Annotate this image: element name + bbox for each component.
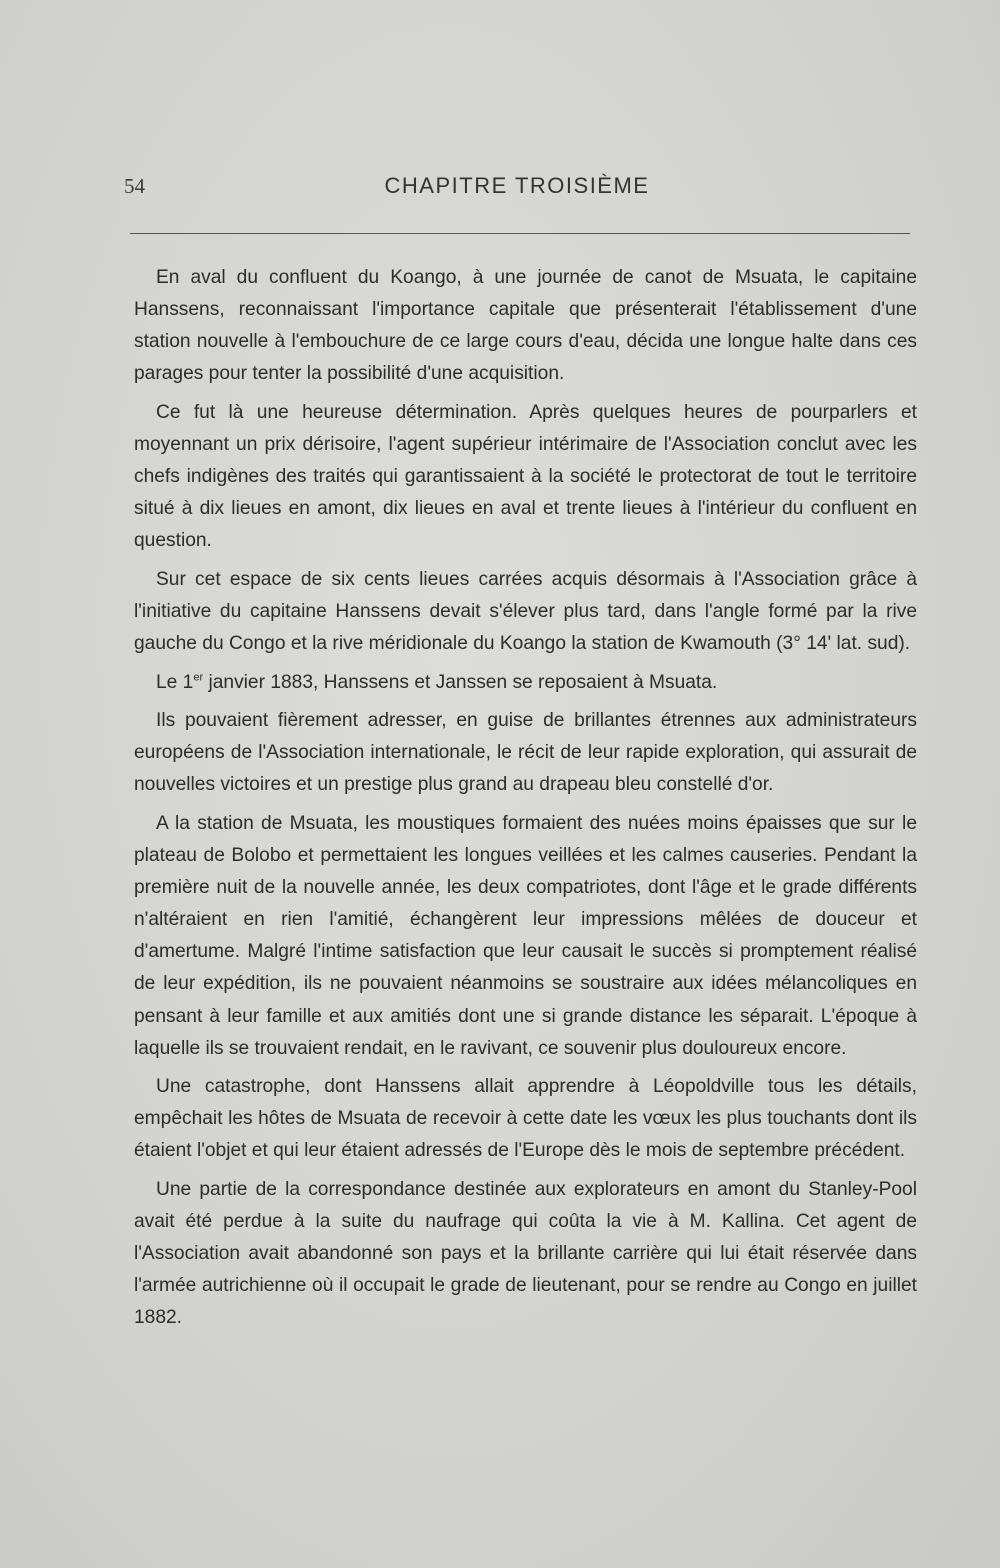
- paragraph-4-start: Le 1: [156, 671, 194, 693]
- paragraph-2: Ce fut là une heureuse détermination. Après quelques heures de pourparlers et moyennant un prix dérisoire, l'agent supérieur intérimaire de l'Association conclut avec les chefs indigènes des traités qui garantissaient à la société le protectorat de tout le territoire situé à dix lieues en amont, dix lieues en aval et trente lieues à l'intérieur du confluent en question.: [134, 401, 917, 552]
- paragraph-3: Sur cet espace de six cents lieues carrées acquis désormais à l'Association grâce à l'initiative du capitaine Hanssens devait s'élever plus tard, dans l'angle formé par la rive gauche du Congo et la rive méridionale du Koango la station de Kwamouth (3° 14' lat. sud).: [134, 568, 917, 655]
- chapter-title: CHAPITRE TROISIÈME: [384, 173, 650, 198]
- ordinal-superscript: er: [193, 671, 204, 684]
- paragraph-4-rest: janvier 1883, Hanssens et Janssen se reposaient à Msuata.: [203, 671, 718, 693]
- paragraph-6: A la station de Msuata, les moustiques formaient des nuées moins épaisses que sur le plateau de Bolobo et permettaient les longues veillées et les calmes causeries. Pendant la première nuit de la nouvelle année, les deux compatriotes, dont l'âge et le grade différents n'altéraient en rien l'amitié, échangèrent leur impressions mêlées de douceur et d'amertume. Malgré l'intime satisfaction que leur causait le succès si promptement réalisé de leur expédition, ils ne pouvaient néanmoins se soustraire aux idées mélancoliques en pensant à leur famille et aux amitiés dont une si grande distance les séparait. L'époque à laquelle ils se trouvaient rendait, en le ravivant, ce souvenir plus douloureux encore.: [134, 813, 917, 1059]
- paragraph-7: Une catastrophe, dont Hanssens allait apprendre à Léopoldville tous les détails, empêchait les hôtes de Msuata de recevoir à cette date les vœux les plus touchants dont ils étaient l'objet et qui leur étaient adressés de l'Europe dès le mois de septembre précédent.: [134, 1076, 917, 1162]
- header-rule: [130, 233, 910, 234]
- running-head: [124, 168, 910, 204]
- paragraph-4: [134, 667, 917, 699]
- paragraph-8: Une partie de la correspondance destinée aux explorateurs en amont du Stanley-Pool avait été perdue à la suite du naufrage qui coûta la vie à M. Kallina. Cet agent de l'Association avait abandonné son pays et la brillante carrière qui lui était réservée dans l'armée autrichienne où il occupait le grade de lieutenant, pour se rendre au Congo en juillet 1882.: [134, 1179, 917, 1329]
- paragraph-5: Ils pouvaient fièrement adresser, en guise de brillantes étrennes aux administrateurs européens de l'Association internationale, le récit de leur rapide exploration, qui assurait de nouvelles victoires et un prestige plus grand au drapeau bleu constellé d'or.: [134, 710, 917, 796]
- body-text: [134, 262, 917, 1341]
- page-number: 54: [124, 174, 145, 198]
- paragraph-1: En aval du confluent du Koango, à une journée de canot de Msuata, le capitaine Hanssens, reconnaissant l'importance capitale que présenterait l'établissement d'une station nouvelle à l'embouchure de ce large cours d'eau, décida une longue halte dans ces parages pour tenter la possibilité d'une acquisition.: [134, 267, 917, 385]
